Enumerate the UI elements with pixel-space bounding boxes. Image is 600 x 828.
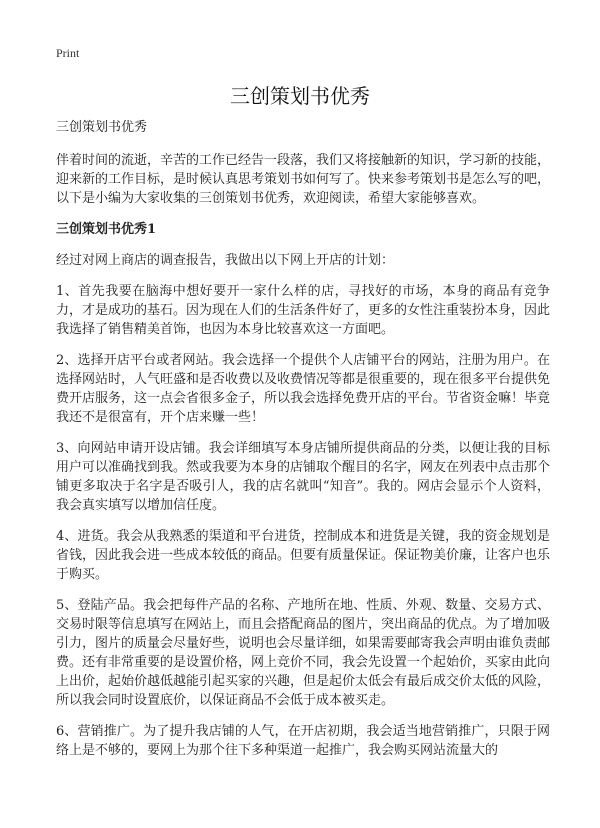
document-subtitle: 三创策划书优秀 — [56, 120, 148, 135]
document-body — [56, 118, 550, 772]
section-heading: 三创策划书优秀1 — [56, 222, 157, 237]
list-item: 5、登陆产品。我会把每件产品的名称、产地所在地、性质、外观、数量、交易方式、交易时限等信息填写在网站上，而且会搭配商品的图片，突出商品的优点。为了增加吸引力，图片的质量会尽量好些，说明也会尽量详细，如果需要邮寄我会声明由谁负责邮费。还有非常重要的是设置价格，网上竞价不同，我会先设置一个起始价，买家由此向上出价，起始价越低越能引起买家的兴趣，但是起价太低会有最后成交价太低的风险，所以我会同时设置底价，以保证商品不会低于成本被买走。 — [56, 598, 551, 708]
list-item: 4、进货。我会从我熟悉的渠道和平台进货，控制成本和进货是关键，我的资金规划是省钱，因此我会进一些成本较低的商品。但要有质量保证。保证物美价廉，让客户也乐于购买。 — [56, 529, 551, 582]
list-item: 6、营销推广。为了提升我店铺的人气，在开店初期，我会适当地营销推广，只限于网络上是不够的，要网上为那个往下多种渠道一起推广，我会购买网站流量大的 — [56, 724, 550, 758]
list-item: 2、选择开店平台或者网站。我会选择一个提供个人店铺平台的网站，注册为用户。在选择网站时，人气旺盛和是否收费以及收费情况等都是很重要的，现在很多平台提供免费开店服务，这一点会省很多金子，所以我会选择免费开店的平台。节省资金嘛！毕竟我还不是很富有，开个店来赚一些！ — [56, 353, 551, 425]
list-item: 3、向网站申请开设店铺。我会详细填写本身店铺所提供商品的分类，以便让我的目标用户可以准确找到我。然或我要为本身的店铺取个醒目的名字，网友在列表中点击那个铺更多取决于名字是否吸引人，我的店名就叫“知音”。我的。网店会显示个人资料，我会真实填写以增加信任度。 — [56, 441, 551, 513]
list-item: 1、首先我要在脑海中想好要开一家什么样的店，寻找好的市场，本身的商品有竞争力，才是成功的基石。因为现在人们的生活条件好了，更多的女性注重装扮本身，因此我选择了销售精美首饰，也因为本身比较喜欢这一方面吧。 — [56, 284, 551, 337]
lead-paragraph: 经过对网上商店的调查报告，我做出以下网上开店的计划： — [56, 253, 395, 268]
intro-paragraph: 伴着时间的流逝，辛苦的工作已经告一段落，我们又将接触新的知识，学习新的技能，迎来新的工作目标，是时候认真思考策划书如何写了。快来参考策划书是怎么写的吧，以下是小编为大家收集的三创策划书优秀，欢迎阅读，希望大家能够喜欢。 — [56, 153, 551, 206]
print-link[interactable]: Print — [56, 46, 80, 60]
document-title: 三创策划书优秀 — [230, 84, 370, 108]
